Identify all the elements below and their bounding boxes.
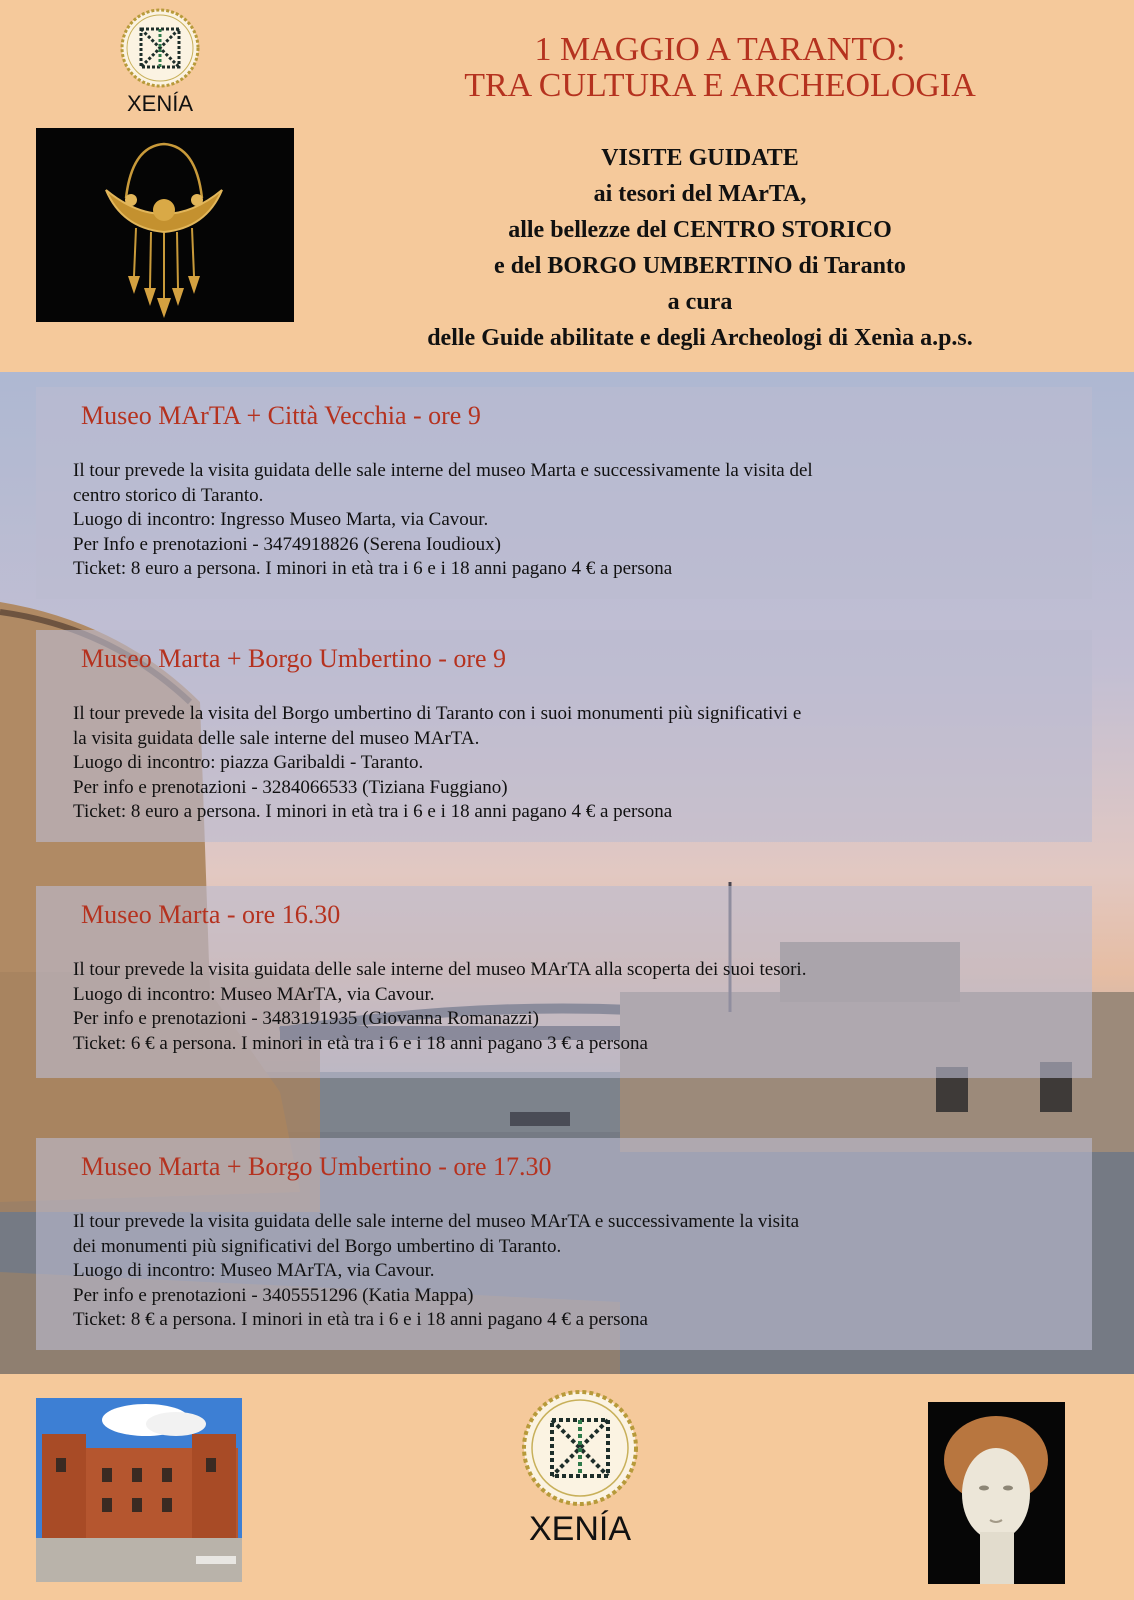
tour-1-line-1: Il tour prevede la visita guidata delle sale interne del museo Marta e successivamente la visita del <box>73 460 813 481</box>
tour-2-line-5: Ticket: 8 euro a persona. I minori in età tra i 6 e i 18 anni pagano 4 € a persona <box>73 801 673 822</box>
tour-card-1 <box>36 387 1092 599</box>
tour-title-2: Museo Marta + Borgo Umbertino - ore 9 <box>81 644 507 673</box>
tour-card-3 <box>36 886 1092 1078</box>
footer <box>0 1374 1134 1600</box>
tour-card-4 <box>36 1138 1092 1350</box>
tour-3-line-1: Il tour prevede la visita guidata delle sale interne del museo MArTA alla scoperta dei suoi tesori. <box>73 959 807 980</box>
tour-card-2 <box>36 630 1092 842</box>
tour-2-line-3: Luogo di incontro: piazza Garibaldi - Taranto. <box>73 752 424 773</box>
subtitle-line-2: ai tesori del MArTA, <box>593 181 807 207</box>
taranto-photo-background <box>0 372 1134 1374</box>
tour-2-line-2: la visita guidata delle sale interne del museo MArTA. <box>73 727 480 749</box>
marble-head-image <box>928 1402 1065 1584</box>
tour-4-line-4: Per info e prenotazioni - 3405551296 (Katia Mappa) <box>73 1284 474 1306</box>
logo-top-text: XENÍA <box>126 91 194 116</box>
title-line-2: TRA CULTURA E ARCHEOLOGIA <box>464 67 976 104</box>
tour-3-line-3: Per info e prenotazioni - 3483191935 (Giovanna Romanazzi) <box>73 1008 539 1029</box>
title-line-1: 1 MAGGIO A TARANTO: <box>534 31 906 68</box>
logo-bottom-text: XENÍA <box>528 1510 632 1548</box>
subtitle-line-6: delle Guide abilitate e degli Archeologi di Xenìa a.p.s. <box>427 325 973 351</box>
tour-4-line-2: dei monumenti più significativi del Borgo umbertino di Taranto. <box>73 1235 562 1257</box>
tour-1-line-3: Luogo di incontro: Ingresso Museo Marta, via Cavour. <box>73 509 489 530</box>
golden-earring-image <box>36 128 294 322</box>
subtitle-line-5: a cura <box>667 289 733 315</box>
tour-details-2 <box>73 702 1073 825</box>
tour-details-3 <box>73 958 1073 1056</box>
xenia-logo-bottom <box>510 1388 650 1548</box>
header <box>0 0 1134 372</box>
tour-4-line-1: Il tour prevede la visita guidata delle sale interne del museo MArTA e successivamente la visita <box>73 1211 800 1232</box>
tour-4-line-5: Ticket: 8 € a persona. I minori in età tra i 6 e i 18 anni pagano 4 € a persona <box>73 1309 648 1330</box>
event-title <box>360 32 1080 104</box>
tour-title-3: Museo Marta - ore 16.30 <box>81 900 341 929</box>
tour-details-1 <box>73 459 1073 582</box>
tour-3-line-4: Ticket: 6 € a persona. I minori in età tra i 6 e i 18 anni pagano 3 € a persona <box>73 1032 648 1054</box>
xenia-logo-top <box>110 8 210 118</box>
tour-3-line-2: Luogo di incontro: Museo MArTA, via Cavour. <box>73 983 435 1005</box>
tour-2-line-1: Il tour prevede la visita del Borgo umbertino di Taranto con i suoi monumenti più significativi e <box>73 703 802 724</box>
tour-1-line-2: centro storico di Taranto. <box>73 484 264 506</box>
subtitle-line-3: alle bellezze del CENTRO STORICO <box>508 217 892 243</box>
tour-1-line-4: Per Info e prenotazioni - 3474918826 (Serena Ioudioux) <box>73 533 501 555</box>
subtitle-line-4: e del BORGO UMBERTINO di Taranto <box>494 253 906 279</box>
tour-2-line-4: Per info e prenotazioni - 3284066533 (Tiziana Fuggiano) <box>73 776 508 798</box>
tour-title-1: Museo MArTA + Città Vecchia - ore 9 <box>81 401 481 430</box>
subtitle-line-1: VISITE GUIDATE <box>601 145 799 171</box>
palazzo-governo-image <box>36 1398 242 1582</box>
tour-1-line-5: Ticket: 8 euro a persona. I minori in età tra i 6 e i 18 anni pagano 4 € a persona <box>73 558 673 579</box>
tour-details-4 <box>73 1210 1073 1333</box>
tour-title-4: Museo Marta + Borgo Umbertino - ore 17.30 <box>81 1152 552 1181</box>
event-subtitle <box>330 140 1070 356</box>
tour-4-line-3: Luogo di incontro: Museo MArTA, via Cavour. <box>73 1260 435 1281</box>
